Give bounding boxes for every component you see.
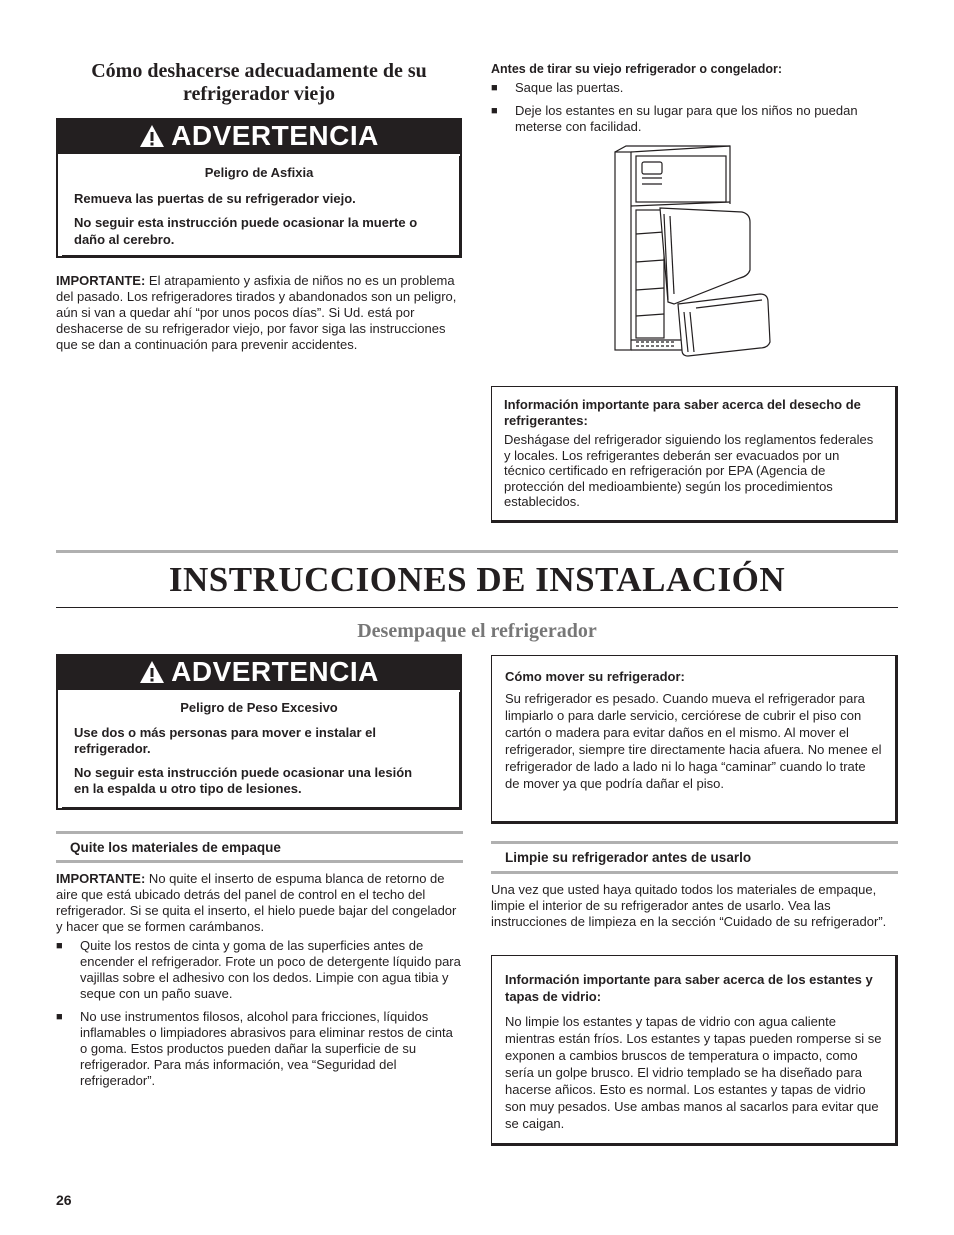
warning-triangle-icon xyxy=(139,124,165,148)
list-item: ■ No use instrumentos filosos, alcohol para fricciones, líquidos inflamables o limpiadores abrasivos para eliminar restos de cinta o goma. Estos productos pueden dañar la superficie de su refrigerador. Para más información, vea “Seguridad del refrigerador”. xyxy=(56,1009,462,1089)
clean-rule-bottom xyxy=(491,871,898,874)
warning-box-shadow xyxy=(62,156,462,258)
glass-info-text: No limpie los estantes y tapas de vidrio con agua caliente mientras están fríos. Los estantes y tapas pueden romperse si se exponen a cambios bruscos de temperatura o impacto, como sería un golpe brusco. El vidrio templado se ha diseñado para hacerse añicos. Esto es normal. Los estantes y tapas de vidrio son muy pesados. Use ambas manos al sacarlos para evitar que se caigan. xyxy=(505,1014,882,1131)
refrigerant-info-box xyxy=(491,386,898,523)
warning-hazard: Peligro de Peso Excesivo xyxy=(180,700,338,715)
packing-heading: Quite los materiales de empaque xyxy=(70,840,281,855)
glass-info-title: Información importante para saber acerca de los estantes y tapas de vidrio: xyxy=(505,972,873,1004)
refrigerant-info-text: Deshágase del refrigerador siguiendo los reglamentos federales y locales. Los refrigerantes deberán ser evacuados por un técnico certificado en refrigeración por EPA (Agencia de protección del medioambiente) según los procedimientos establecidos. xyxy=(504,432,874,509)
warning-triangle-icon xyxy=(139,660,165,684)
glass-info-box xyxy=(491,955,898,1146)
warning-header-text: ADVERTENCIA xyxy=(171,120,379,151)
section-rule-top xyxy=(56,550,898,553)
warning-box-asphyxia xyxy=(56,118,462,258)
packing-list xyxy=(56,938,462,1089)
move-info-box xyxy=(491,655,898,824)
warning-box-shadow xyxy=(62,692,462,810)
packing-rule-bottom xyxy=(56,860,463,863)
warning-line-1: Use dos o más personas para mover e instalar el refrigerador. xyxy=(74,724,377,756)
clean-heading: Limpie su refrigerador antes de usarlo xyxy=(505,850,752,865)
important-label: IMPORTANTE: xyxy=(56,273,146,288)
list-item: ■ Saque las puertas. xyxy=(491,80,897,96)
warning-line-2: No seguir esta instrucción puede ocasionar la muerte o daño al cerebro. xyxy=(74,215,418,247)
move-info-title: Cómo mover su refrigerador: xyxy=(505,669,685,684)
important-label: IMPORTANTE: xyxy=(56,871,146,886)
warning-header-text: ADVERTENCIA xyxy=(171,656,379,687)
list-item: ■ Deje los estantes en su lugar para que los niños no puedan meterse con facilidad. xyxy=(491,103,897,135)
warning-box-weight xyxy=(56,654,462,810)
clean-text: Una vez que usted haya quitado todos los materiales de empaque, limpie el interior de su refrigerador antes de usarlo. Vea las instrucciones de limpieza en la sección “Cuidado de su refrigerador”. xyxy=(491,882,887,929)
packing-important xyxy=(56,871,462,935)
install-title: INSTRUCCIONES DE INSTALACIÓN xyxy=(168,560,786,599)
warning-line-1: Remueva las puertas de su refrigerador viejo. xyxy=(74,190,356,206)
disposal-title: Cómo deshacerse adecuadamente de su refrigerador viejo xyxy=(91,60,427,105)
disposal-important xyxy=(56,273,462,353)
before-discard-title: Antes de tirar su viejo refrigerador o congelador: xyxy=(491,62,783,76)
page-number: 26 xyxy=(56,1192,72,1208)
important-text: No quite el inserto de espuma blanca de retorno de aire que está ubicado detrás del panel de control en el techo del refrigerador. Si se quita el inserto, el hielo puede bajar del congelador y hacer que se formen carámbanos. xyxy=(56,871,457,934)
list-item: ■ Quite los restos de cinta y goma de las superficies antes de encender el refrigerador. Frote un poco de detergente líquido para vajillas sobre el adhesivo con los dedos. Limpie con agua tibia y seque con un paño suave. xyxy=(56,938,462,1002)
refrigerator-doors-removed-illustration xyxy=(612,144,774,358)
clean-rule-top xyxy=(491,841,898,844)
refrigerant-info-title: Información importante para saber acerca del desecho de refrigerantes: xyxy=(504,397,861,428)
unpack-subtitle: Desempaque el refrigerador xyxy=(357,620,597,642)
warning-header xyxy=(58,118,460,154)
important-text: El atrapamiento y asfixia de niños no es un problema del pasado. Los refrigeradores tirados y abandonados son un peligro, aún si van a quedar ahí “por unos pocos días”. Si Ud. está por deshacerse de su refrigerador viejo, por favor siga las instrucciones que se dan a continuación para prevenir accidentes. xyxy=(56,273,457,352)
section-rule-bottom xyxy=(56,607,898,608)
before-discard-list xyxy=(491,80,897,135)
warning-line-2: No seguir esta instrucción puede ocasionar una lesión en la espalda u otro tipo de lesiones. xyxy=(74,764,413,796)
packing-rule-top xyxy=(56,831,463,834)
move-info-text: Su refrigerador es pesado. Cuando mueva el refrigerador para limpiarlo o para darle servicio, cerciórese de cubrir el piso con cartón o madera para evitar daños en el mismo. Al mover el refrigerador, siempre tire directamente hacia afuera. No menee el refrigerador de lado a lado ni lo haga “caminar” cuando lo trate de mover ya que podría dañar el piso. xyxy=(505,690,882,791)
warning-header xyxy=(58,654,460,690)
warning-hazard: Peligro de Asfixia xyxy=(204,165,314,180)
